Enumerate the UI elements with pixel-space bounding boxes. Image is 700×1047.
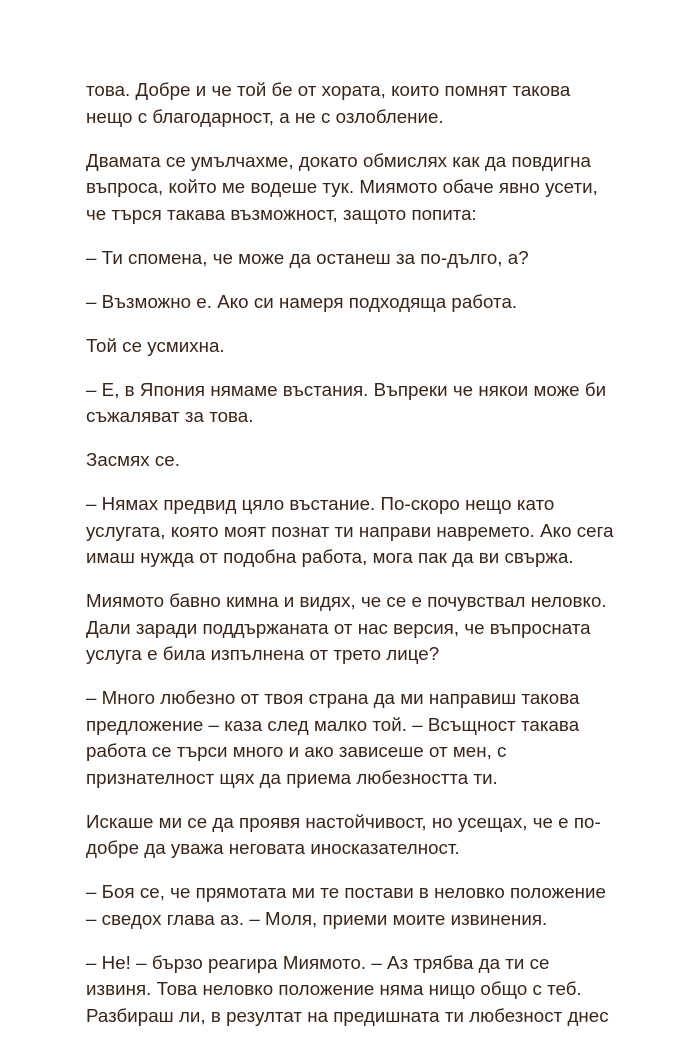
paragraph-4: [86, 289, 666, 316]
text-line: Дали заради поддържаната от нас версия, че въпросната: [86, 616, 591, 638]
text-line: че търся такава възможност, защото попита:: [86, 202, 477, 224]
paragraph-1: [86, 77, 666, 130]
text-line: имаш нужда от подобна работа, мога пак да ви свържа.: [86, 546, 574, 567]
page-text: [86, 77, 666, 1047]
text-line: Миямото бавно кимна и видях, че се е почувствал неловко.: [86, 590, 607, 611]
text-line: извиня. Това неловко положение няма нищо общо с теб.: [86, 978, 582, 999]
text-line: – Боя се, че прямотата ми те постави в неловко положение: [86, 881, 606, 902]
text-line: съжаляват за това.: [86, 405, 254, 426]
text-line: услугата, която моят познат ти направи навремето. Ако сега: [86, 519, 614, 541]
text-line: добре да уважа неговата иносказателност.: [86, 837, 460, 858]
text-line: – Не! – бързо реагира Миямото. – Аз трябва да ти се: [86, 951, 550, 973]
paragraph-13: [86, 950, 666, 1030]
text-line: Двамата се умълчахме, докато обмислях как да повдигна: [86, 149, 591, 171]
text-line: – Е, в Япония нямаме въстания. Въпреки че някои може би: [86, 378, 607, 400]
text-line: – сведох глава аз. – Моля, приеми моите извинения.: [86, 907, 548, 929]
text-line: предложение – каза след малко той. – Всъщност такава: [86, 713, 580, 735]
text-line: – Възможно е. Ако си намеря подходяща работа.: [86, 290, 518, 312]
text-line: работа се търси много и ако зависеше от мен, с: [86, 740, 507, 761]
paragraph-6: [86, 377, 666, 430]
text-line: въпроса, който ме водеше тук. Миямото обаче явно усети,: [86, 176, 598, 197]
text-line: – Ти спомена, че може да останеш за по-дълго, а?: [86, 246, 529, 268]
paragraph-11: [86, 809, 666, 862]
text-line: – Нямах предвид цяло въстание. По-скоро нещо като: [86, 493, 555, 514]
paragraph-9: [86, 588, 666, 668]
text-line: услуга е била изпълнена от трето лице?: [86, 643, 440, 664]
paragraph-2: [86, 148, 666, 228]
paragraph-10: [86, 685, 666, 791]
text-line: признателност щях да приема любезността ти.: [86, 766, 498, 788]
paragraph-7: [86, 447, 666, 474]
paragraph-8: [86, 491, 666, 571]
text-line: Засмях се.: [86, 449, 180, 470]
paragraph-3: [86, 245, 666, 272]
paragraph-12: [86, 879, 666, 932]
text-line: Той се усмихна.: [86, 334, 225, 356]
text-line: – Много любезно от твоя страна да ми направиш такова: [86, 687, 580, 708]
text-line: нещо с благодарност, а не с озлобление.: [86, 105, 444, 127]
text-line: Разбираш ли, в резултат на предишната ти любезност днес: [86, 1004, 609, 1026]
paragraph-5: [86, 333, 666, 360]
text-line: Искаше ми се да проявя настойчивост, но усещах, че е по-: [86, 810, 601, 832]
text-line: това. Добре и че той бе от хората, които помнят такова: [86, 79, 571, 100]
